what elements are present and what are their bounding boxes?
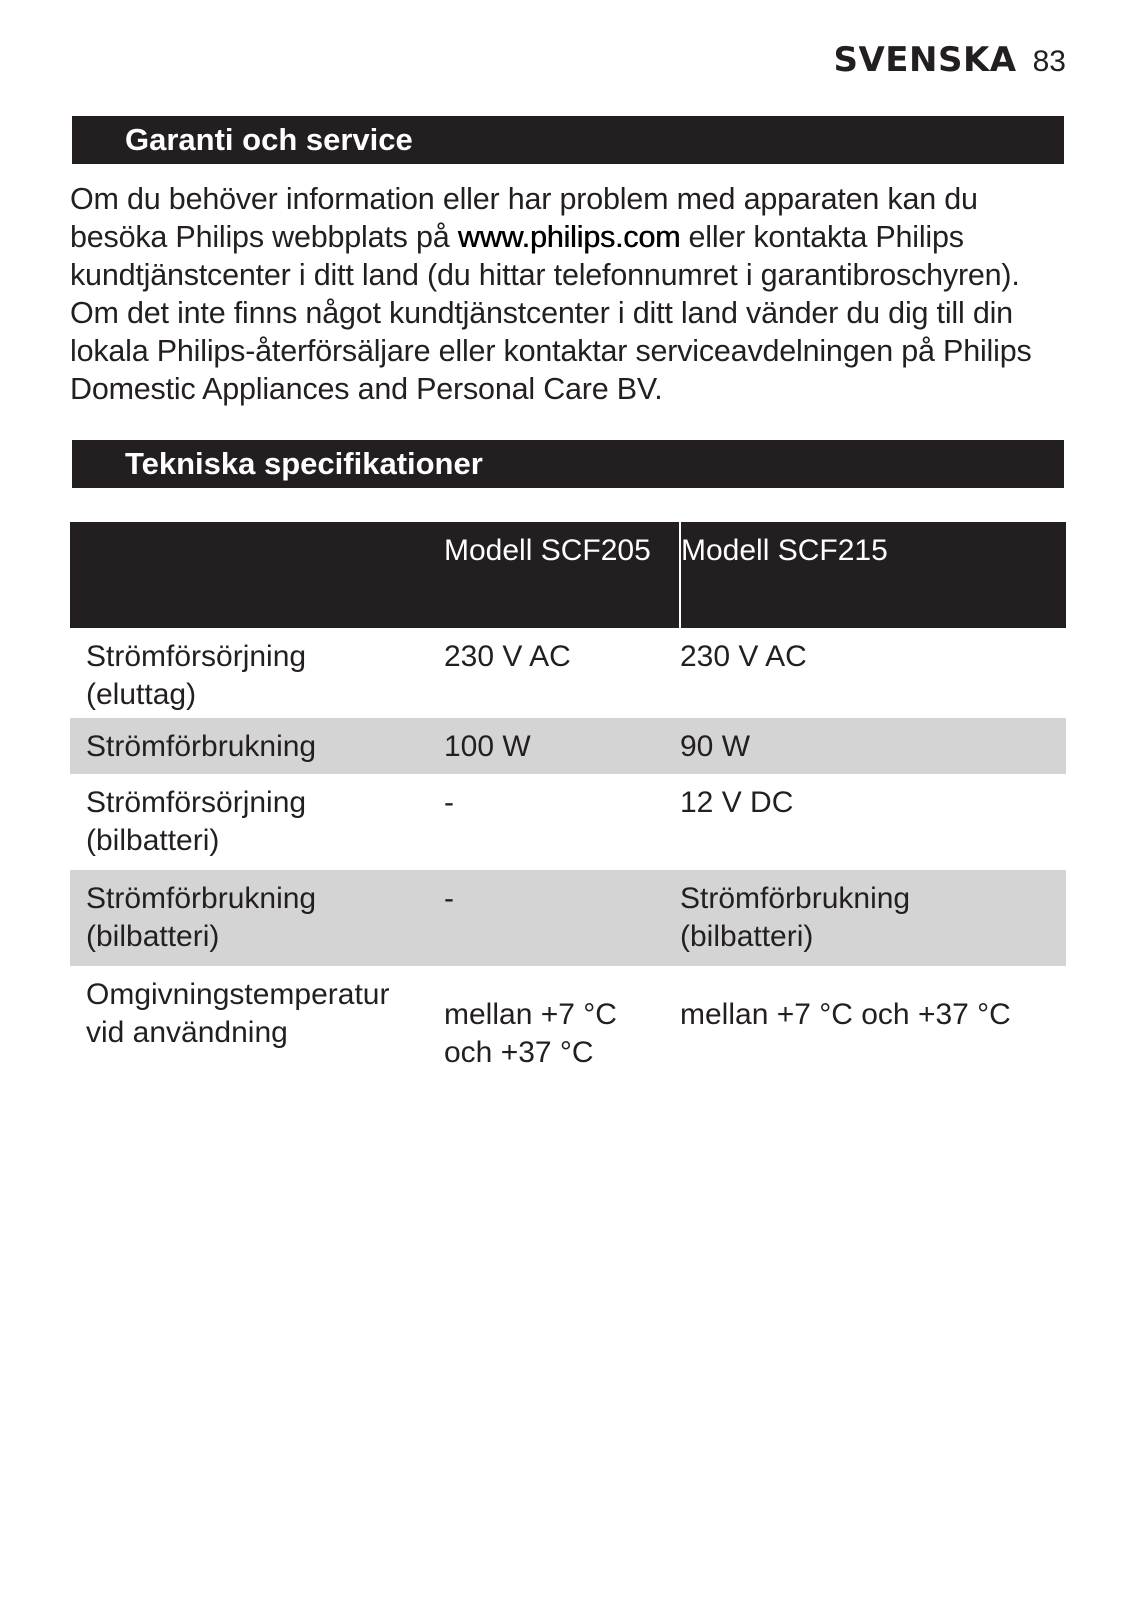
warranty-text-end: eller kontakta Philips kundtjänstcenter i ditt land (du hittar telefonnumret i garantibroschyren). Om det inte finns något kundtjänstcenter i ditt land vänder du dig till din lokala Philips-återförsäljare eller kontaktar serviceavdelningen på Philips Domestic Appliances and Personal Care BV. (70, 220, 1032, 406)
warranty-text-start: Om du behöver information eller har problem med apparaten kan du besöka Philips webbplats på (70, 182, 978, 254)
row-label: Strömförsörjning (eluttag) (86, 640, 307, 711)
table-row (70, 774, 1066, 870)
value-scf205: mellan +7 °C och +37 °C (444, 998, 617, 1069)
header-model-scf205: Modell SCF205 (444, 522, 680, 628)
value-scf205: - (444, 786, 454, 819)
section-heading-specifications: Tekniska specifikationer (72, 440, 1064, 488)
value-scf215: Strömförbrukning (bilbatteri) (680, 870, 1066, 966)
value-scf205: 230 V AC (444, 640, 571, 673)
page-header (833, 40, 1066, 80)
table-row (70, 718, 1066, 774)
philips-website-link[interactable]: www.philips.com (457, 220, 681, 254)
value-scf215: 90 W (680, 718, 1066, 774)
row-label: Strömförsörjning (bilbatteri) (86, 786, 307, 857)
value-scf215: 230 V AC (680, 640, 807, 673)
specifications-table (70, 522, 1066, 1076)
table-row (70, 628, 1066, 718)
row-label: Strömförbrukning (bilbatteri) (70, 870, 444, 966)
table-row (70, 870, 1066, 966)
header-empty-cell (70, 522, 444, 628)
section-heading-warranty: Garanti och service (72, 116, 1064, 164)
value-scf205: - (444, 870, 680, 966)
value-scf215: mellan +7 °C och +37 °C (680, 998, 1011, 1031)
language-label: SVENSKA (833, 40, 1017, 80)
table-header-row (70, 522, 1066, 628)
row-label: Omgivningstemperatur vid användning (86, 978, 390, 1049)
value-scf205: 100 W (444, 718, 680, 774)
page-number: 83 (1032, 45, 1066, 78)
header-model-scf215: Modell SCF215 (680, 522, 1066, 628)
warranty-paragraph (70, 180, 1070, 408)
row-label: Strömförbrukning (70, 718, 444, 774)
value-scf215: 12 V DC (680, 786, 794, 819)
table-row (70, 966, 1066, 1076)
